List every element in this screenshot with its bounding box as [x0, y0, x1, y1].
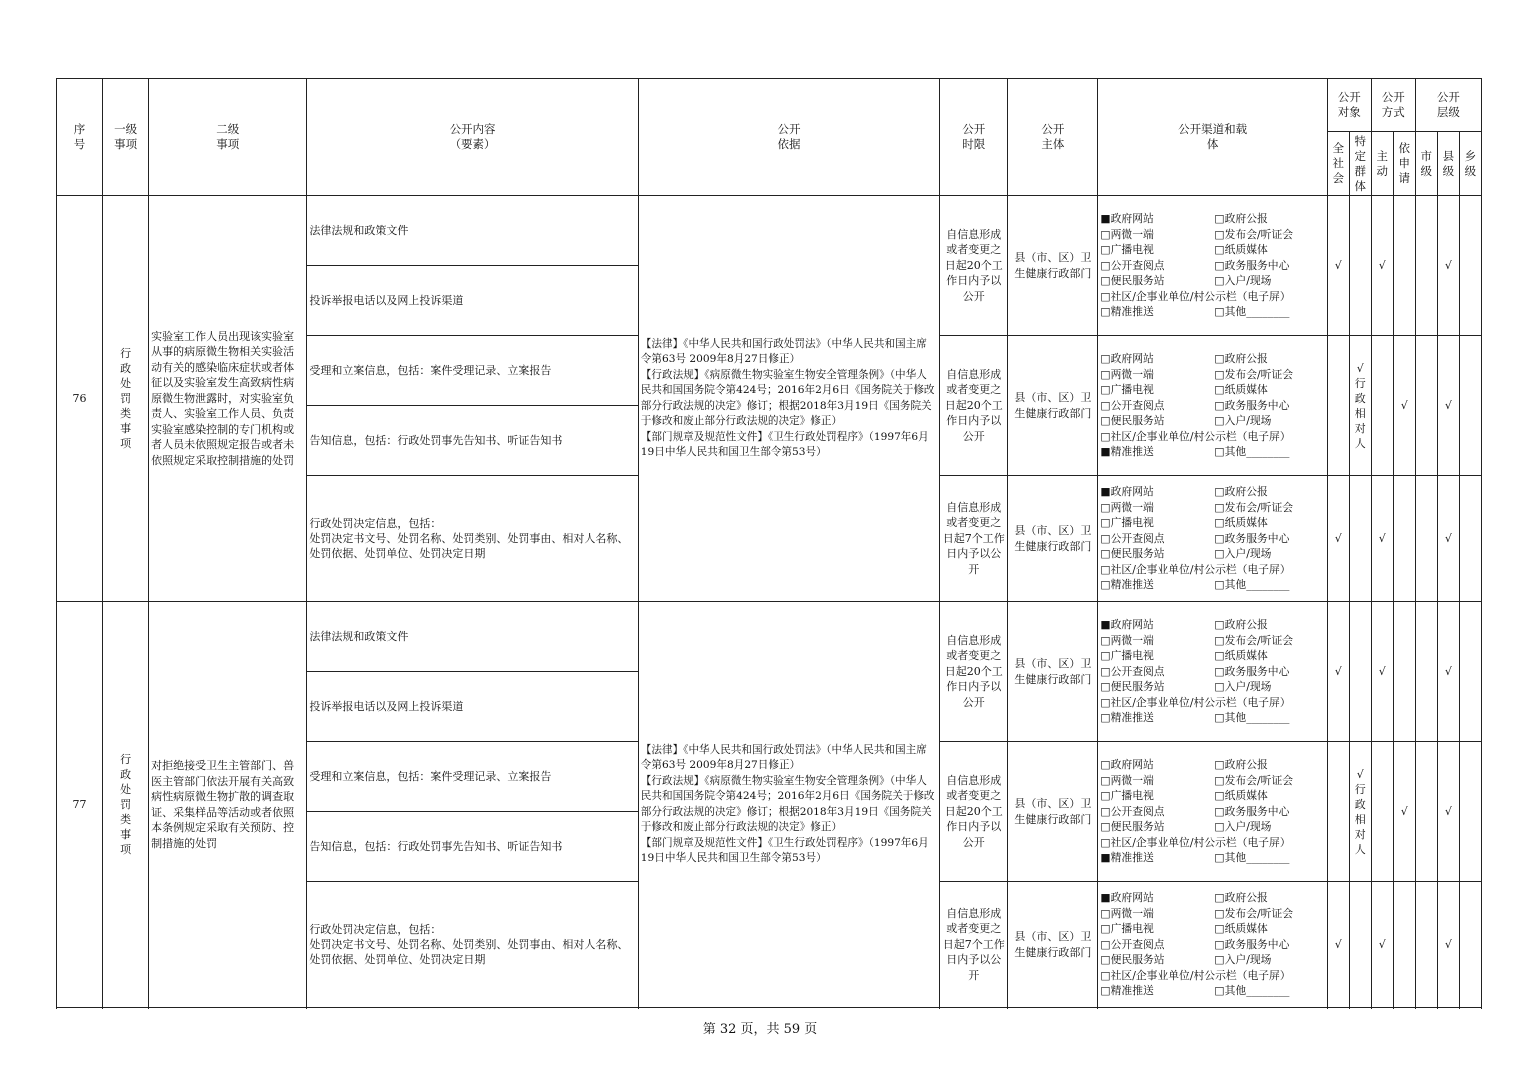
header-subject: 公开主体	[1008, 79, 1098, 196]
record-level2: 实验室工作人员出现该实验室从事的病原微生物相关实验活动有关的感染临床症状或者体征以及实验室发生高致病性病原微生物泄露时，对实验室负责人、实验室工作人员、负责实验室感染控制的专门机构或者人员未依照规定报告或者未依照规定采取控制措施的处罚	[149, 196, 307, 602]
record-level1: 行政处罚类事项	[103, 196, 149, 602]
header-method: 公开方式	[1371, 79, 1415, 132]
content-case: 受理和立案信息，包括：案件受理记录、立案报告	[307, 742, 638, 812]
header-level2: 二级事项	[149, 79, 307, 196]
content-laws: 法律法规和政策文件	[307, 196, 638, 266]
check-county: √	[1437, 336, 1459, 476]
disclosure-subject: 县（市、区）卫生健康行政部门	[1008, 336, 1098, 476]
check-all: √	[1327, 476, 1349, 602]
disclosure-table	[56, 78, 1482, 1008]
page-footer: 第 32 页，共 59 页	[702, 1022, 818, 1037]
disclosure-subject: 县（市、区）卫生健康行政部门	[1008, 196, 1098, 336]
disclosure-time: 自信息形成或者变更之日起7个工作日内予以公开	[940, 476, 1008, 602]
check-active: √	[1371, 602, 1393, 742]
channel-list: ■政府网站 □政府公报 □两微一端 □发布会/听证会 □广播电视 □纸质媒体 □公开查阅点 □政务服务中心 □便民服务站 □入户/现场 □社区/企事业单位/村公示栏（电子屏） □精准推送 □其他________	[1098, 602, 1327, 742]
header-content: 公开内容（要素）	[307, 79, 638, 196]
check-city	[1415, 602, 1437, 742]
disclosure-time: 自信息形成或者变更之日起7个工作日内予以公开	[940, 882, 1008, 1008]
disclosure-time: 自信息形成或者变更之日起20个工作日内予以公开	[940, 196, 1008, 336]
check-city	[1415, 742, 1437, 882]
check-specific: √行政相对人	[1349, 742, 1371, 882]
disclosure-subject: 县（市、区）卫生健康行政部门	[1008, 742, 1098, 882]
check-active	[1371, 336, 1393, 476]
header-seq: 序号	[57, 79, 103, 196]
check-town	[1459, 336, 1481, 476]
check-active: √	[1371, 882, 1393, 1008]
disclosure-time: 自信息形成或者变更之日起20个工作日内予以公开	[940, 742, 1008, 882]
record-level2: 对拒绝接受卫生主管部门、兽医主管部门依法开展有关高致病性病原微生物扩散的调查取证、采集样品等活动或者依照本条例规定采取有关预防、控制措施的处罚	[149, 602, 307, 1008]
header-method-active: 主动	[1371, 132, 1393, 196]
header-target-all: 全社会	[1327, 132, 1349, 196]
disclosure-subject: 县（市、区）卫生健康行政部门	[1008, 602, 1098, 742]
disclosure-time: 自信息形成或者变更之日起20个工作日内予以公开	[940, 602, 1008, 742]
content-decision: 行政处罚决定信息，包括： 处罚决定书文号、处罚名称、处罚类别、处罚事由、相对人名称、处罚依据、处罚单位、处罚决定日期	[307, 476, 638, 602]
disclosure-subject: 县（市、区）卫生健康行政部门	[1008, 882, 1098, 1008]
channel-list: □政府网站 □政府公报 □两微一端 □发布会/听证会 □广播电视 □纸质媒体 □公开查阅点 □政务服务中心 □便民服务站 □入户/现场 □社区/企事业单位/村公示栏（电子屏） ■精准推送 □其他________	[1098, 742, 1327, 882]
check-all: √	[1327, 196, 1349, 336]
content-notice: 告知信息，包括：行政处罚事先告知书、听证告知书	[307, 406, 638, 476]
content-notice: 告知信息，包括：行政处罚事先告知书、听证告知书	[307, 812, 638, 882]
disclosure-subject: 县（市、区）卫生健康行政部门	[1008, 476, 1098, 602]
channel-list: □政府网站 □政府公报 □两微一端 □发布会/听证会 □广播电视 □纸质媒体 □公开查阅点 □政务服务中心 □便民服务站 □入户/现场 □社区/企事业单位/村公示栏（电子屏） ■精准推送 □其他________	[1098, 336, 1327, 476]
check-all	[1327, 742, 1349, 882]
check-active: √	[1371, 196, 1393, 336]
check-county: √	[1437, 476, 1459, 602]
check-request	[1393, 476, 1415, 602]
record-basis: 【法律】《中华人民共和国行政处罚法》（中华人民共和国主席令第63号 2009年8月27日修正） 【行政法规】《病原微生物实验室生物安全管理条例》（中华人民共和国国务院令第424号；2016年2月6日《国务院关于修改部分行政法规的决定》修订；根据2018年3月19日《国务院关于修改和废止部分行政法规的决定》修正） 【部门规章及规范性文件】《卫生行政处罚程序》（1997年6月19日中华人民共和国卫生部令第53号）	[638, 602, 939, 1008]
check-town	[1459, 476, 1481, 602]
check-specific	[1349, 602, 1371, 742]
channel-list: ■政府网站 □政府公报 □两微一端 □发布会/听证会 □广播电视 □纸质媒体 □公开查阅点 □政务服务中心 □便民服务站 □入户/现场 □社区/企事业单位/村公示栏（电子屏） □精准推送 □其他________	[1098, 196, 1327, 336]
check-city	[1415, 196, 1437, 336]
header-channels: 公开渠道和载体	[1098, 79, 1327, 196]
check-all: √	[1327, 602, 1349, 742]
check-town	[1459, 602, 1481, 742]
check-town	[1459, 742, 1481, 882]
content-complaint: 投诉举报电话以及网上投诉渠道	[307, 266, 638, 336]
check-all: √	[1327, 882, 1349, 1008]
channel-list: ■政府网站 □政府公报 □两微一端 □发布会/听证会 □广播电视 □纸质媒体 □公开查阅点 □政务服务中心 □便民服务站 □入户/现场 □社区/企事业单位/村公示栏（电子屏） □精准推送 □其他________	[1098, 476, 1327, 602]
check-city	[1415, 476, 1437, 602]
check-town	[1459, 882, 1481, 1008]
check-county: √	[1437, 602, 1459, 742]
check-request: √	[1393, 336, 1415, 476]
check-county: √	[1437, 196, 1459, 336]
header-level1: 一级事项	[103, 79, 149, 196]
header-basis: 公开依据	[638, 79, 939, 196]
check-specific	[1349, 196, 1371, 336]
header-time: 公开时限	[940, 79, 1008, 196]
check-request	[1393, 882, 1415, 1008]
record-basis: 【法律】《中华人民共和国行政处罚法》（中华人民共和国主席令第63号 2009年8月27日修正） 【行政法规】《病原微生物实验室生物安全管理条例》（中华人民共和国国务院令第424号；2016年2月6日《国务院关于修改部分行政法规的决定》修订；根据2018年3月19日《国务院关于修改和废止部分行政法规的决定》修正） 【部门规章及规范性文件】《卫生行政处罚程序》（1997年6月19日中华人民共和国卫生部令第53号）	[638, 196, 939, 602]
content-laws: 法律法规和政策文件	[307, 602, 638, 672]
disclosure-time: 自信息形成或者变更之日起20个工作日内予以公开	[940, 336, 1008, 476]
check-city	[1415, 882, 1437, 1008]
check-county: √	[1437, 742, 1459, 882]
record-seq: 76	[57, 196, 103, 602]
check-request	[1393, 196, 1415, 336]
check-active	[1371, 742, 1393, 882]
header-level: 公开层级	[1415, 79, 1481, 132]
check-request: √	[1393, 742, 1415, 882]
check-county: √	[1437, 882, 1459, 1008]
header-target: 公开对象	[1327, 79, 1371, 132]
header-target-specific: 特定群体	[1349, 132, 1371, 196]
check-city	[1415, 336, 1437, 476]
content-decision: 行政处罚决定信息，包括： 处罚决定书文号、处罚名称、处罚类别、处罚事由、相对人名称、处罚依据、处罚单位、处罚决定日期	[307, 882, 638, 1008]
check-town	[1459, 196, 1481, 336]
header-level-city: 市级	[1415, 132, 1437, 196]
header-method-request: 依申请	[1393, 132, 1415, 196]
check-request	[1393, 602, 1415, 742]
check-specific	[1349, 882, 1371, 1008]
record-seq: 77	[57, 602, 103, 1008]
check-active: √	[1371, 476, 1393, 602]
check-specific: √行政相对人	[1349, 336, 1371, 476]
channel-list: ■政府网站 □政府公报 □两微一端 □发布会/听证会 □广播电视 □纸质媒体 □公开查阅点 □政务服务中心 □便民服务站 □入户/现场 □社区/企事业单位/村公示栏（电子屏） □精准推送 □其他________	[1098, 882, 1327, 1008]
record-level1: 行政处罚类事项	[103, 602, 149, 1008]
check-all	[1327, 336, 1349, 476]
header-level-town: 乡级	[1459, 132, 1481, 196]
header-level-county: 县级	[1437, 132, 1459, 196]
content-case: 受理和立案信息，包括：案件受理记录、立案报告	[307, 336, 638, 406]
check-specific	[1349, 476, 1371, 602]
content-complaint: 投诉举报电话以及网上投诉渠道	[307, 672, 638, 742]
